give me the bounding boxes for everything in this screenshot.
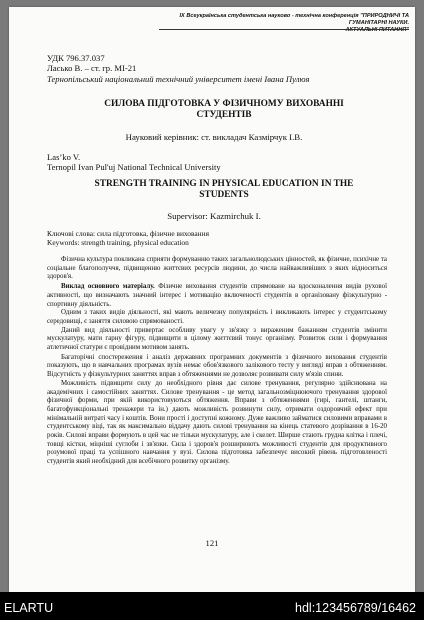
conference-header-line1: IX Всеукраїнська студентська науково - технічна конференція "ПРИРОДНИЧІ ТА ГУМАНІТАРНІ НАУКИ. [179,13,409,26]
keywords-ua: Ключові слова: сила підготовка, фізичне виховання [47,229,209,238]
paragraph: Одним з таких видів діяльності, які мають величезну популярність і викликають інтерес у студентському середовищі, є заняття силовою спрямованості. [47,309,387,325]
title-en [49,179,399,201]
paragraph: Багаторічні спостереження і аналіз державних програмних документів з фізичного виховання студентів показують, що в навчальних програмах вузів немає обов'язкового залікового тесту у вигляді вправ з обтяженням. Відсутність у фізкультурних заняттях вправ з обтяженнями не дозволяє розвивати силу м'язів спини. [47,353,387,379]
document-page [9,7,415,592]
affiliation-ua: Тернопільський національний технічний університет імені Івана Пулюя [47,74,310,84]
conference-header-line2: АКТУАЛЬНІ ПИТАННЯ" [345,27,409,33]
section-heading: Виклад основного матеріалу. [61,283,155,291]
page-number: 121 [205,538,219,548]
repository-footer [0,592,424,620]
paragraph: Виклад основного матеріалу. Фізичне виховання студентів спрямоване на вдосконалення видів рухової активності, що визначають значний інтерес і мотивацію включеності студентів в організовану фізкультурно - спортивну діяльність. [47,283,387,308]
supervisor-en: Supervisor: Kazmirchuk I. [167,211,261,221]
handle-link[interactable]: hdl:123456789/16462 [295,601,416,615]
conference-header [159,13,409,34]
udc-code: УДК 796.37.037 [47,53,105,63]
author-ua: Ласько В. – ст. гр. МІ-21 [47,63,137,73]
title-ua-line1: СИЛОВА ПІДГОТОВКА У ФІЗИЧНОМУ ВИХОВАННІ [104,99,344,109]
paragraph: Фізична культура покликана сприяти формуванню таких загальнолюдських цінностей, як фізичне, психічне та соціальне благополуччя, підвищенню життєвих ресурсів людини, до числа найважливіших з яких відноситься здоров'я. [47,256,387,281]
keywords-en: Keywords: strength training, physical education [47,238,189,247]
title-ua [49,99,399,121]
supervisor-ua: Науковий керівник: ст. викладач Казмірчук І.В. [125,132,303,142]
paragraph: Даний вид діяльності привертає особливу увагу у зв'язку з вираженим бажанням студентів змінити мускулатуру, мати гарну фігуру, підвищити в цілому життєвий тонус організму. Розвиток сили і формування атлетичної статури є провідним мотивом занять. [47,326,387,352]
title-en-line2: STUDENTS [199,190,249,200]
title-ua-line2: СТУДЕНТІВ [196,110,252,120]
article-body [47,256,387,467]
repository-name: ELARTU [4,601,54,615]
paragraph: Можливість підвищити силу до необхідного рівня дає силове тренування, регулярно здійснювана на академічних і самостійних заняттях. Силове тренування - це метод загальнозміцнюючого тренування здорової фізичної форми, при якій використовуються обтяження. Вправи з обтяженнями (гирі, гантелі, штанги, багатофункціональні тренажери та ін.) дають можливість розвинути силу, отримати оздоровчий ефект при мінімальній витраті часу і коштів. Вони прості і доступні кожному. Дуже важливо займатися силовими вправами в студентському віці, так як максимально віддачу дають силові тренування на кінець статевого дозрівання в 16-20 років. Силові вправи формують в цей час не тільки мускулатуру, але і скелет. Ширше стають грудна клітка і плечі, товщі кістки, міцніші суглоби і зв'язки. Сила і здоров'я розширюють можливості студентів для продуктивного розумової праці та успішного навчання у вузі. Силова підготовка забезпечує високий рівень підготовленості студентів який необхідний для всебічного розвитку організму. [47,379,387,466]
title-en-line1: STRENGTH TRAINING IN PHYSICAL EDUCATION IN THE [94,179,354,189]
affiliation-en: Ternopil Ivan Pul'uj National Technical University [47,162,221,172]
header-rule [159,29,409,30]
author-en: Las’ko V. [47,152,81,162]
